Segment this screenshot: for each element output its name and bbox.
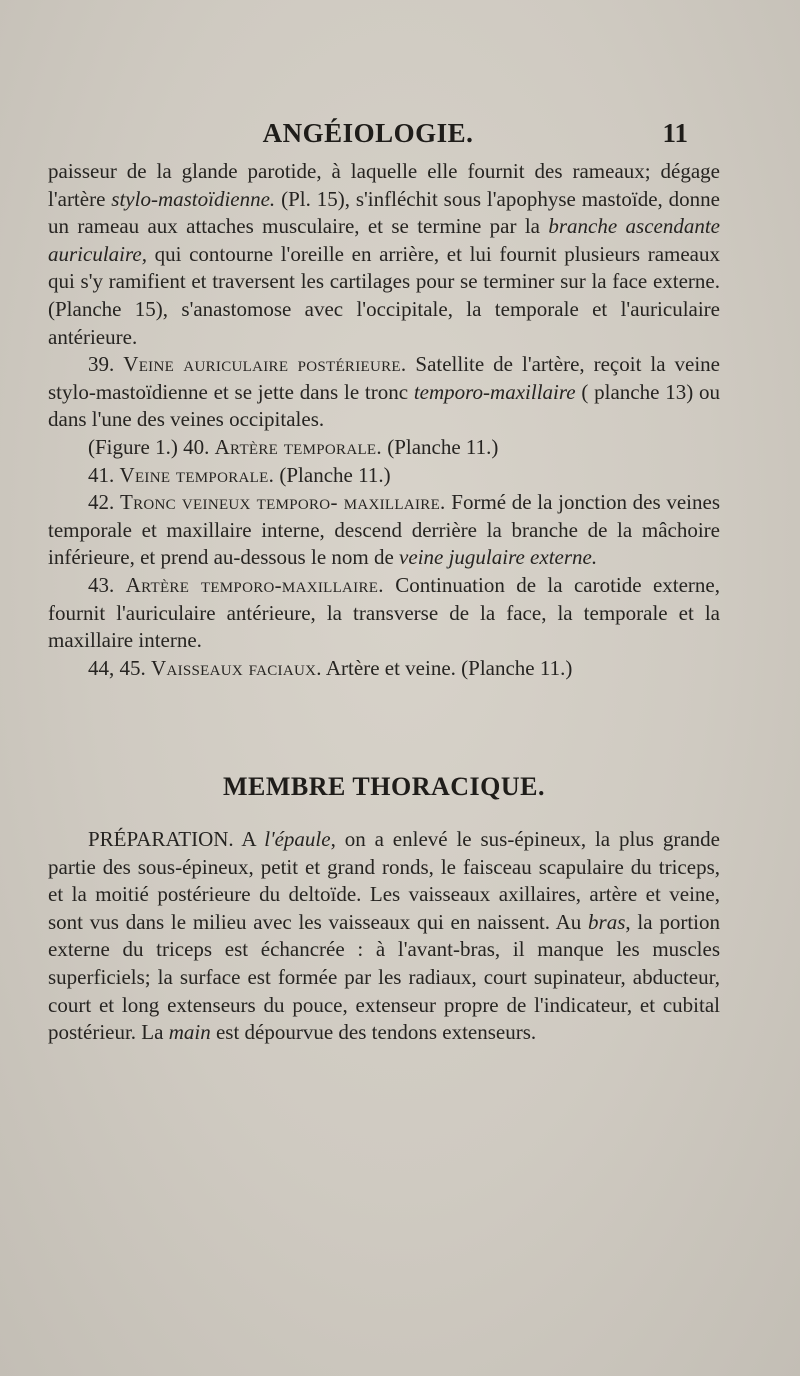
text-run: (Pl. 15), s'infléchit sous l'apophyse mastoïde, donne un rameau aux attaches musculaire, et se termine par la <box>48 186 721 239</box>
body-text-upper <box>48 158 720 682</box>
text-run: Artère et veine. (Planche 11.) <box>321 655 573 680</box>
text-run: , la portion externe du triceps est échancrée : à l'avant-bras, il manque les muscles superficiels; la surface est formée par les radiaux, court supinateur, abducteur, court et long extenseurs du pouce, extenseur propre de l'indicateur, et cubital postérieur. La <box>48 909 720 1045</box>
text-run: Satellite de l'artère, reçoit la veine stylo-mastoïdienne et se jette dans le tronc <box>48 352 720 404</box>
text-run: (Planche 11.) <box>381 434 499 459</box>
item-heading: Veine temporale. <box>119 462 275 487</box>
section-title: MEMBRE THORACIQUE. <box>223 772 545 801</box>
paragraph-preparation <box>48 826 720 1047</box>
italic-term: l'épaule <box>264 827 331 851</box>
item-number: 44, 45. <box>88 655 151 680</box>
item-heading: Artère temporale. <box>214 434 382 459</box>
running-title: ANGÉIOLOGIE. <box>262 118 474 148</box>
text-run: (Planche 11.) <box>274 462 391 487</box>
paragraph-41 <box>48 462 720 490</box>
item-number: 43. <box>88 572 126 597</box>
italic-term: veine jugulaire externe. <box>399 545 598 570</box>
text-run: , on a enlevé le sus-épineux, la plus grande partie des sous-épineux, petit et grand ronds, le faisceau scapulaire du triceps, et la moitié postérieure du deltoïde. Les vaisseaux axillaires, artère et veine, sont vus dans le milieu avec les vaisseaux qui en naissent. Au <box>48 827 720 934</box>
body-text-lower <box>48 826 720 1047</box>
paragraph-44-45 <box>48 655 720 683</box>
text-run: qui contourne l'oreille en arrière, et lui fournit plusieurs rameaux qui s'y ramifient et traversent les cartilages pour se terminer sur la face externe. (Planche 15), s'anastomose avec l'occipitale, la temporale et l'auriculaire antérieure. <box>48 241 720 349</box>
item-heading: Vaisseaux faciaux. <box>151 655 322 680</box>
item-number: 42. <box>88 490 120 515</box>
paragraph-continuation <box>48 158 720 351</box>
paragraph-40 <box>48 434 720 462</box>
paragraph-42 <box>48 489 720 572</box>
item-heading: Tronc veineux temporo- maxillaire. <box>119 490 446 515</box>
italic-term: temporo-maxillaire <box>413 379 576 404</box>
item-number: 39. <box>88 352 124 377</box>
page-header <box>48 118 688 158</box>
text-run: est dépourvue des tendons extenseurs. <box>210 1020 537 1045</box>
italic-term: main <box>168 1020 211 1045</box>
text-run: Formé de la jonction des veines temporale et maxillaire interne, descend derrière la branche de la mâchoire inférieure, et prend au-dessous le nom de <box>48 490 720 570</box>
page-number: 11 <box>662 118 688 148</box>
italic-term: branche ascendante auriculaire, <box>48 214 720 266</box>
item-heading: Veine auriculaire postérieure. <box>123 352 407 377</box>
italic-term: bras <box>588 909 626 934</box>
text-run: ( planche 13) ou dans l'une des veines occipitales. <box>48 379 720 432</box>
text-run: Continuation de la carotide externe, fournit l'auriculaire antérieure, la transverse de la face, la temporale et la maxillaire interne. <box>48 572 720 653</box>
text-run: (Figure 1.) 40. <box>88 434 215 459</box>
text-run: paisseur de la glande parotide, à laquelle elle fournit des rameaux; dégage l'artère <box>48 159 720 211</box>
paragraph-43 <box>48 572 720 655</box>
italic-term: stylo-mastoïdienne. <box>111 186 276 211</box>
item-number: 41. <box>88 462 120 487</box>
paragraph-39 <box>48 351 720 434</box>
item-heading: Artère temporo-maxillaire. <box>125 572 384 597</box>
text-run: PRÉPARATION. A <box>88 827 265 851</box>
